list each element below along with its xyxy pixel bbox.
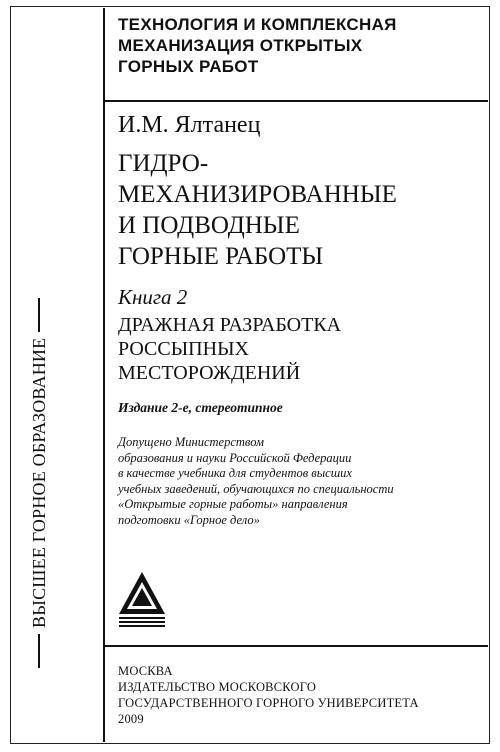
side-label-dash (38, 634, 40, 668)
subtitle-line: ДРАЖНАЯ РАЗРАБОТКА (118, 314, 342, 336)
title-line: МЕХАНИЗИРОВАННЫЕ (118, 181, 397, 208)
series-line: ТЕХНОЛОГИЯ И КОМПЛЕКСНАЯ (118, 15, 397, 34)
side-series-label (23, 108, 55, 668)
publisher-info (118, 663, 419, 727)
approval-line: «Открытые горные работы» направления (118, 497, 348, 511)
side-label-dash (38, 298, 40, 332)
book-title (118, 148, 397, 272)
subtitle-line: МЕСТОРОЖДЕНИЙ (118, 362, 301, 384)
publication-year: 2009 (118, 712, 144, 726)
vertical-divider (103, 8, 105, 742)
approval-line: образования и науки Российской Федерации (118, 450, 352, 465)
top-divider (103, 100, 488, 102)
publisher-line: ИЗДАТЕЛЬСТВО МОСКОВСКОГО (118, 680, 317, 694)
approval-note (118, 435, 394, 528)
approval-line: подготовки «Горное дело» (118, 512, 260, 527)
title-line: И ПОДВОДНЫЕ (118, 212, 300, 239)
edition-note: Издание 2-е, стереотипное (118, 400, 283, 415)
title-line: ГИДРО- (118, 150, 209, 177)
author-name: И.М. Ялтанец (118, 112, 261, 138)
subtitle-line: РОССЫПНЫХ (118, 338, 249, 360)
bottom-divider (103, 645, 488, 647)
title-line: ГОРНЫЕ РАБОТЫ (118, 243, 324, 270)
series-line: ГОРНЫХ РАБОТ (118, 57, 259, 76)
side-label-text: ВЫСШЕЕ ГОРНОЕ ОБРАЗОВАНИЕ (28, 337, 49, 628)
publisher-line: ГОСУДАРСТВЕННОГО ГОРНОГО УНИВЕРСИТЕТА (118, 696, 419, 710)
volume-number: Книга 2 (118, 285, 188, 309)
series-title (118, 14, 478, 77)
approval-line: Допущено Министерством (118, 435, 264, 449)
publisher-city: МОСКВА (118, 664, 173, 678)
book-subtitle (118, 313, 341, 385)
publisher-logo-icon (117, 570, 167, 628)
approval-line: учебных заведений, обучающихся по специальности (118, 481, 394, 496)
approval-line: в качестве учебника для студентов высших (118, 466, 352, 480)
series-line: МЕХАНИЗАЦИЯ ОТКРЫТЫХ (118, 36, 363, 55)
